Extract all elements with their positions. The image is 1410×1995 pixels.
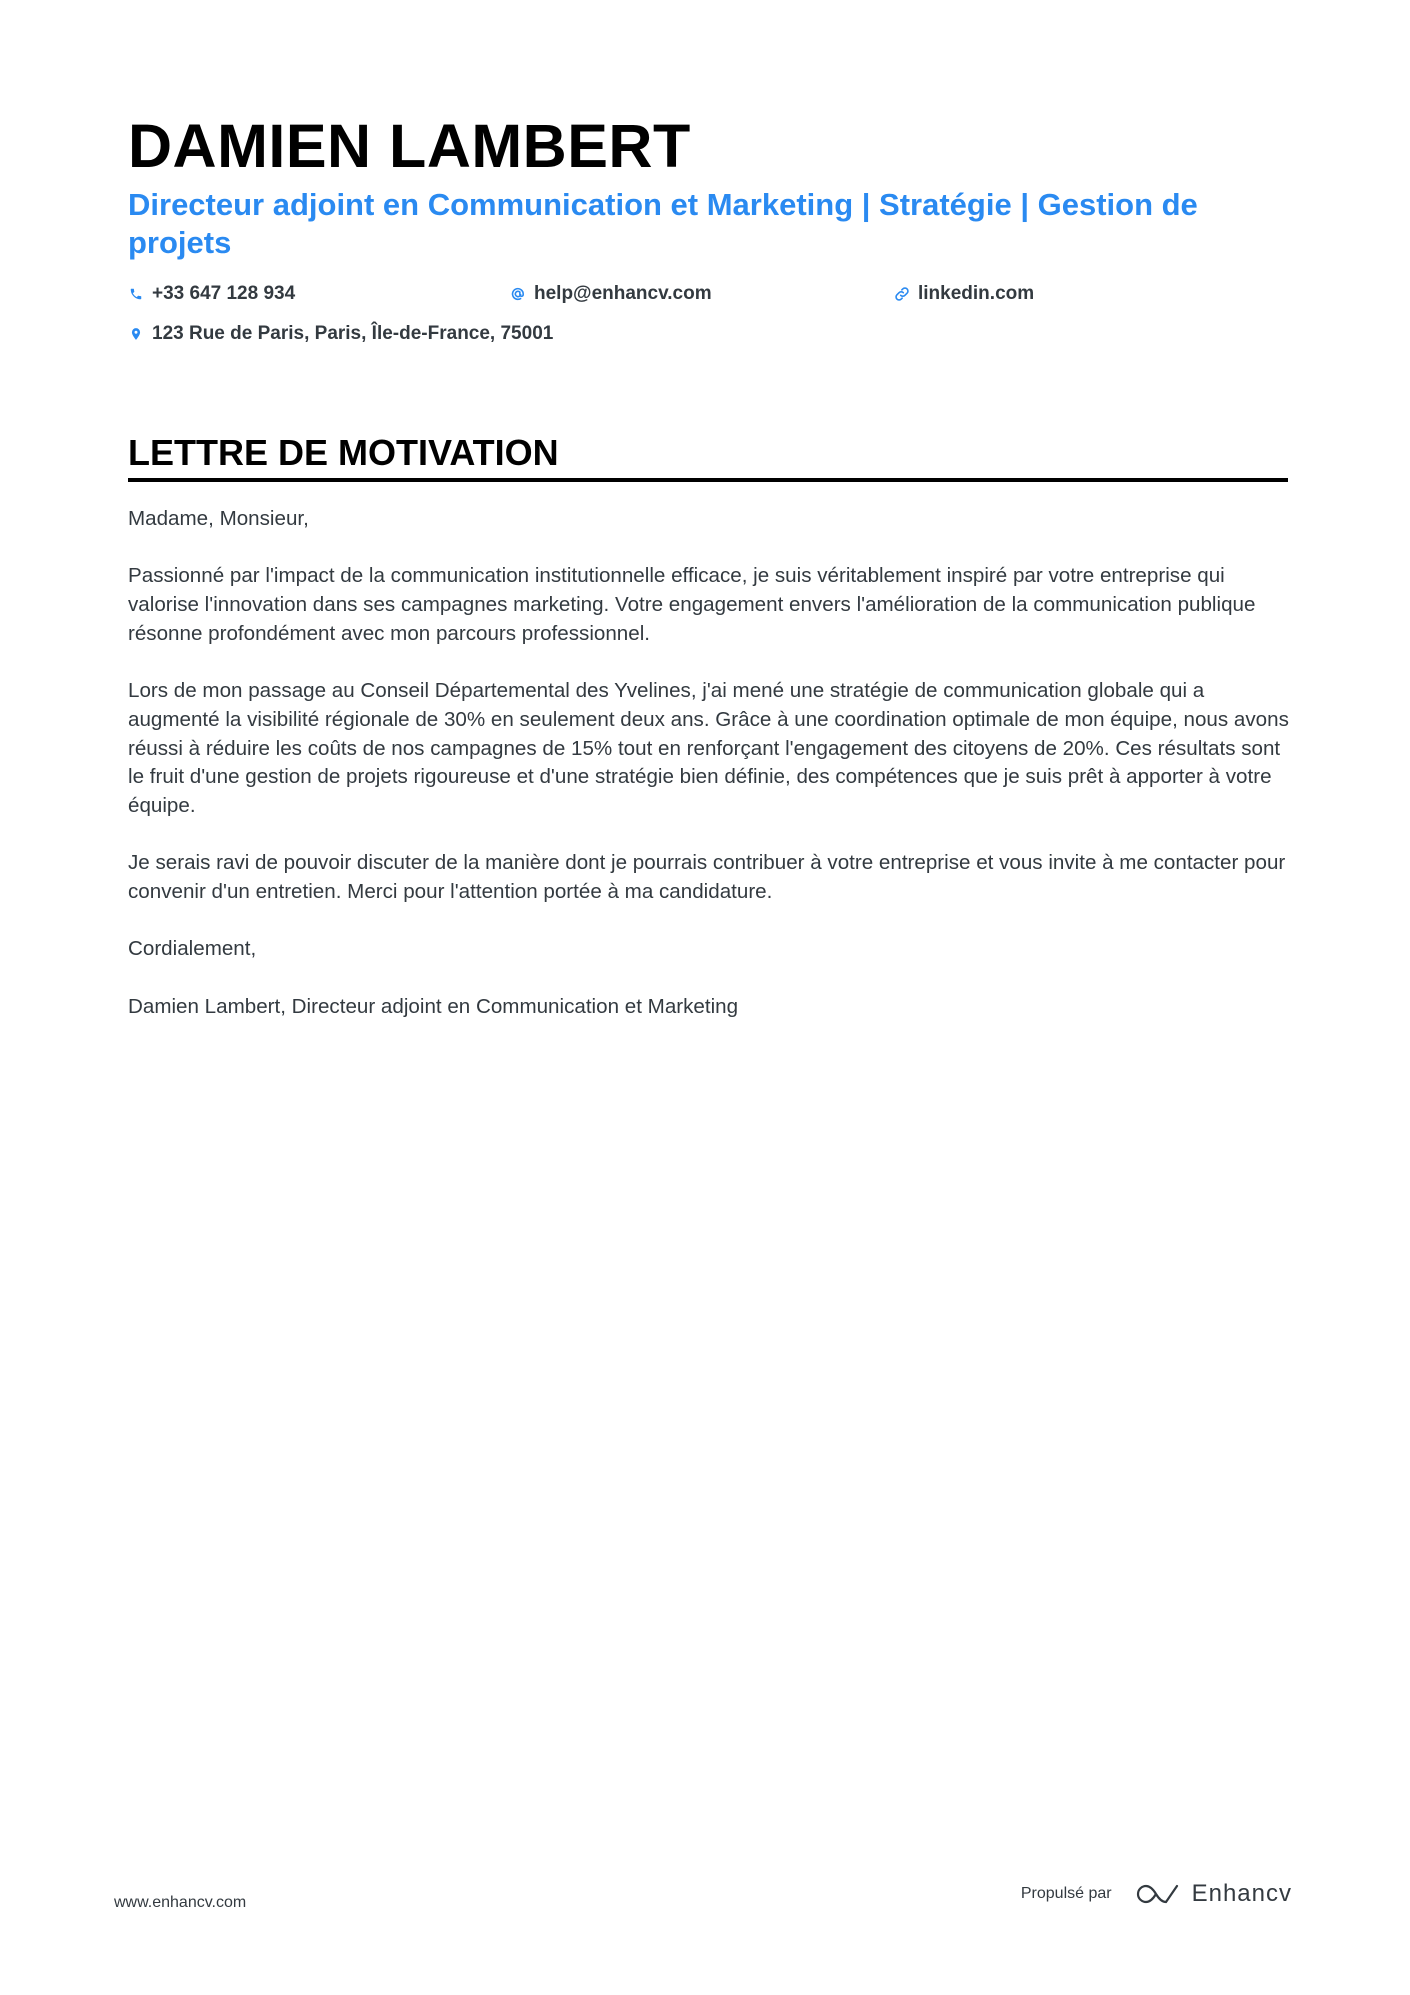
contact-phone xyxy=(128,280,295,308)
letter-signature: Damien Lambert, Directeur adjoint en Communication et Marketing xyxy=(128,994,739,1018)
contact-email[interactable] xyxy=(510,280,712,308)
phone-text: +33 647 128 934 xyxy=(152,283,296,304)
contact-linkedin[interactable] xyxy=(894,280,1034,308)
address-text: 123 Rue de Paris, Paris, Île-de-France, 75001 xyxy=(152,323,554,344)
letter-closing: Cordialement, xyxy=(128,937,257,961)
letter-body xyxy=(128,505,1293,1050)
enhancv-logo-icon xyxy=(1134,1882,1180,1906)
enhancv-logo[interactable] xyxy=(1134,1880,1292,1908)
email-text[interactable]: help@enhancv.com xyxy=(534,283,712,304)
brand-name: Enhancv xyxy=(1191,1880,1292,1907)
at-sign-icon xyxy=(510,286,526,302)
link-icon xyxy=(894,286,910,302)
candidate-name: DAMIEN LAMBERT xyxy=(128,112,691,180)
linkedin-text[interactable]: linkedin.com xyxy=(918,283,1035,304)
location-pin-icon xyxy=(128,326,144,342)
powered-by-text: Propulsé par xyxy=(1020,1885,1112,1902)
phone-icon xyxy=(128,286,144,302)
candidate-headline: Directeur adjoint en Communication et Marketing | Stratégie | Gestion de projets xyxy=(128,187,1198,260)
contact-info xyxy=(128,280,1288,360)
contact-row-1 xyxy=(128,280,1288,320)
section-title: LETTRE DE MOTIVATION xyxy=(128,430,1288,482)
letter-greeting: Madame, Monsieur, xyxy=(128,507,309,530)
contact-address xyxy=(128,320,553,348)
letter-paragraph: Lors de mon passage au Conseil Départemental des Yvelines, j'ai mené une stratégie de communication globale qui a augmenté la visibilité régionale de 30% en seulement deux ans. Grâce à une coordination optimale de mon équipe, nous avons réussi à réduire les coûts de nos campagnes de 15% tout en renforçant l'engagement des citoyens de 20%. Ces résultats sont le fruit d'une gestion de projets rigoureuse et d'une stratégie bien définie, des compétences que je suis prêt à apporter à votre équipe. xyxy=(128,679,1289,817)
letter-paragraph: Je serais ravi de pouvoir discuter de la manière dont je pourrais contribuer à votre entreprise et vous invite à me contacter pour convenir d'un entretien. Merci pour l'attention portée à ma candidature. xyxy=(128,851,1286,904)
contact-row-2 xyxy=(128,320,1288,360)
header xyxy=(128,108,1288,262)
letter-paragraph: Passionné par l'impact de la communication institutionnelle efficace, je suis véritablement inspiré par votre entreprise qui valorise l'innovation dans ses campagnes marketing. Votre engagement envers l'amélioration de la communication publique résonne profondément avec mon parcours professionnel. xyxy=(128,564,1256,645)
footer-brand xyxy=(1021,1880,1292,1908)
footer-website-link[interactable]: www.enhancv.com xyxy=(114,1894,247,1911)
